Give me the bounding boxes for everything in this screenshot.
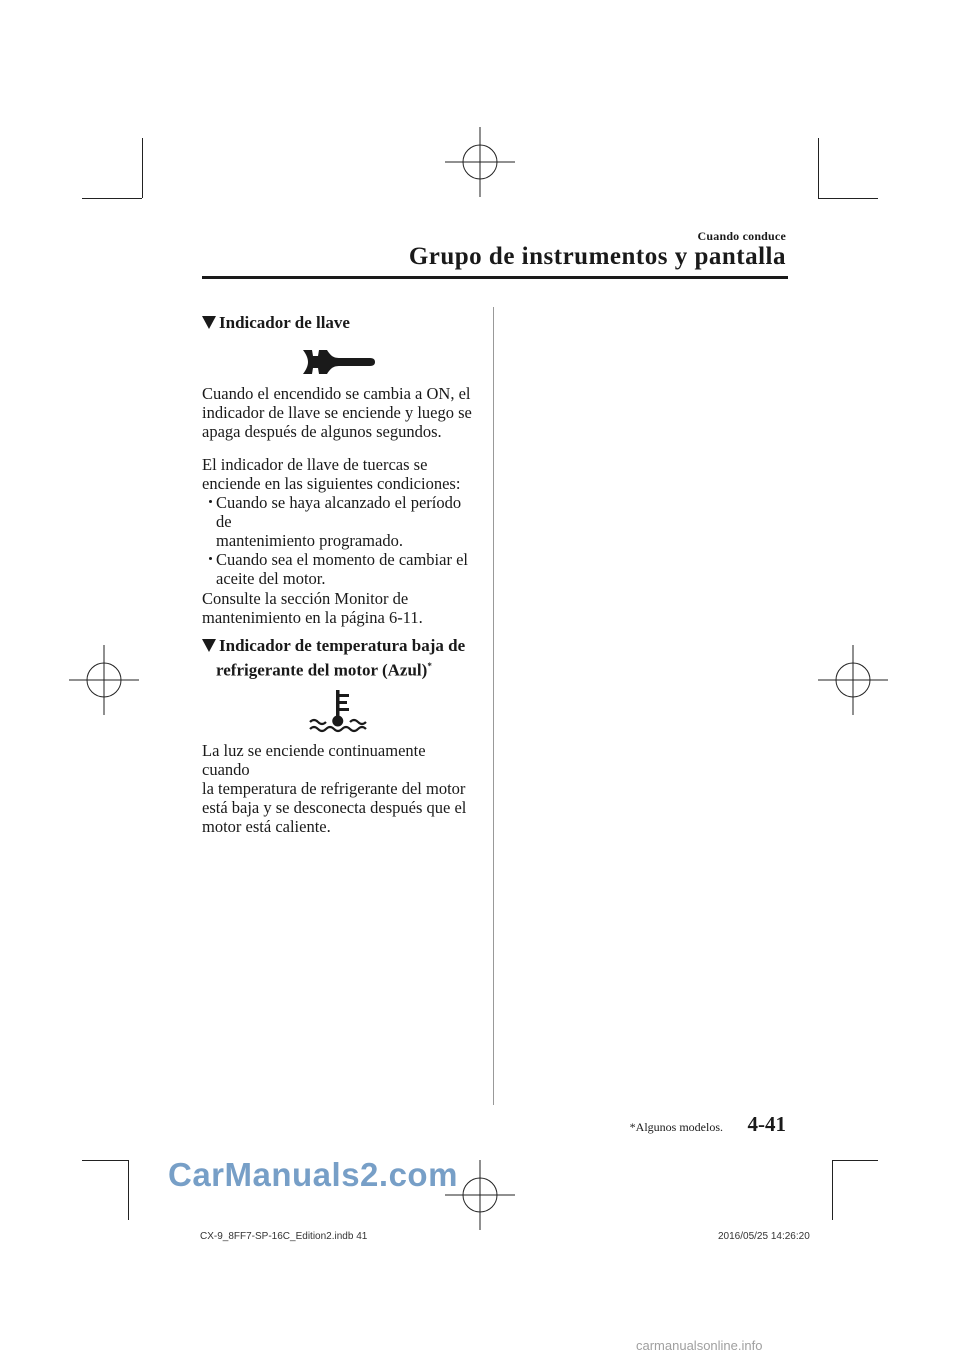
page-title: Grupo de instrumentos y pantalla <box>408 243 786 270</box>
coolant-temperature-icon <box>308 688 368 738</box>
registration-mark-left-icon <box>69 645 139 715</box>
text-line: enciende en las siguientes condiciones: <box>202 474 461 493</box>
footnote: *Algunos modelos. <box>629 1120 723 1134</box>
wrench-section <box>202 313 474 333</box>
text-line: La luz se enciende continuamente cuando <box>202 741 426 779</box>
bullet-dot-icon <box>209 557 212 560</box>
page-number: 4-41 <box>747 1112 786 1136</box>
coolant-paragraph <box>202 741 474 836</box>
print-timestamp: 2016/05/25 14:26:20 <box>718 1231 810 1242</box>
watermark-url: carmanualsonline.info <box>636 1338 763 1353</box>
header-rule <box>202 276 788 279</box>
text-line: motor está caliente. <box>202 817 331 836</box>
wrench-heading-text: Indicador de llave <box>219 313 350 332</box>
text-line: Cuando se haya alcanzado el período de <box>216 493 462 531</box>
triangle-marker-icon <box>202 639 216 652</box>
watermark-bar <box>0 1282 960 1358</box>
triangle-marker-icon <box>202 316 216 329</box>
wrench-paragraph-2 <box>202 455 474 588</box>
coolant-heading-line-2: refrigerante del motor (Azul) <box>216 660 428 680</box>
bullet-item <box>202 550 474 569</box>
text-line: la temperatura de refrigerante del motor <box>202 779 466 798</box>
wrench-paragraph-3 <box>202 589 474 627</box>
watermark-logo: CarManuals2.com <box>168 1156 458 1193</box>
text-line: está baja y se desconecta después que el <box>202 798 467 817</box>
text-line: aceite del motor. <box>216 569 326 588</box>
text-line: apaga después de algunos segundos. <box>202 422 442 441</box>
text-line: El indicador de llave de tuercas se <box>202 455 428 474</box>
wrench-section-heading <box>202 313 474 333</box>
print-file-name: CX-9_8FF7-SP-16C_Edition2.indb 41 <box>200 1231 368 1242</box>
text-line: mantenimiento programado. <box>216 531 403 550</box>
text-line: Cuando sea el momento de cambiar el <box>216 550 468 569</box>
chapter-label: Cuando conduce <box>697 229 786 243</box>
text-line: mantenimiento en la página 6-11. <box>202 608 423 627</box>
text-line: indicador de llave se enciende y luego se <box>202 403 472 422</box>
bullet-dot-icon <box>209 500 212 503</box>
registration-mark-top-icon <box>445 127 515 197</box>
wrench-icon <box>300 346 376 376</box>
text-line: Cuando el encendido se cambia a ON, el <box>202 384 471 403</box>
coolant-heading-line-2-wrap <box>202 656 474 681</box>
wrench-paragraph-1 <box>202 384 474 441</box>
text-line: Consulte la sección Monitor de <box>202 589 409 608</box>
coolant-section <box>202 636 474 681</box>
column-divider <box>493 307 494 1105</box>
asterisk-mark: * <box>427 661 432 671</box>
coolant-heading-line-1: Indicador de temperatura baja de <box>219 636 466 655</box>
coolant-section-heading <box>202 636 474 681</box>
bullet-item <box>202 493 474 531</box>
registration-mark-right-icon <box>818 645 888 715</box>
